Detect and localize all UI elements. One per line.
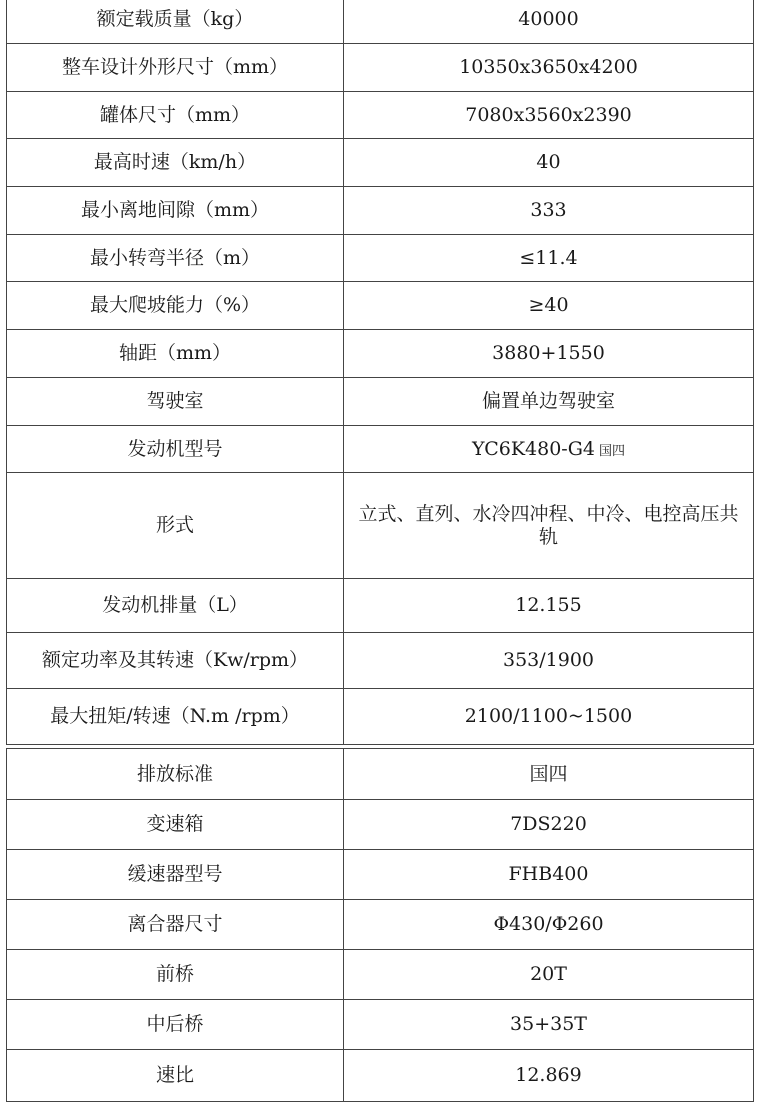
spec-label: 最小离地间隙（mm） — [7, 187, 344, 235]
table-row — [7, 92, 754, 139]
spec-label: 驾驶室 — [7, 378, 344, 426]
spec-value-text: YC6K480-G4 — [472, 437, 595, 460]
spec-value — [344, 1000, 754, 1050]
spec-table-drivetrain — [6, 748, 754, 1102]
spec-value-text: 35+35T — [510, 1013, 587, 1036]
table-row — [7, 1050, 754, 1102]
spec-value — [344, 850, 754, 900]
table-row — [7, 633, 754, 689]
spec-label: 速比 — [7, 1050, 344, 1102]
spec-value — [344, 633, 754, 689]
spec-value-text: 10350x3650x4200 — [459, 56, 638, 79]
spec-value-text: ≥40 — [528, 294, 569, 317]
spec-label: 变速箱 — [7, 800, 344, 850]
spec-label: 额定功率及其转速（Kw/rpm） — [7, 633, 344, 689]
spec-label: 缓速器型号 — [7, 850, 344, 900]
spec-value — [344, 749, 754, 800]
spec-table-engine — [6, 0, 754, 745]
spec-label: 前桥 — [7, 950, 344, 1000]
spec-label: 离合器尺寸 — [7, 900, 344, 950]
spec-value — [344, 800, 754, 850]
table-row — [7, 850, 754, 900]
spec-value-text: 353/1900 — [502, 649, 595, 672]
spec-label: 排放标准 — [7, 749, 344, 800]
table-row — [7, 330, 754, 378]
spec-label: 罐体尺寸（mm） — [7, 92, 344, 139]
spec-value-text: 偏置单边驾驶室 — [481, 390, 615, 413]
table-row — [7, 800, 754, 850]
spec-value-text: 20T — [530, 963, 567, 986]
table-row — [7, 0, 754, 44]
spec-value-text: FHB400 — [508, 863, 589, 886]
spec-value — [344, 0, 754, 44]
spec-value-suffix: 国四 — [598, 443, 625, 459]
spec-label: 中后桥 — [7, 1000, 344, 1050]
spec-value-text: 40 — [536, 151, 561, 174]
table-row — [7, 282, 754, 330]
spec-label: 整车设计外形尺寸（mm） — [7, 44, 344, 92]
table-row — [7, 473, 754, 579]
spec-value-text: 立式、直列、水冷四冲程、中冷、电控高压共轨 — [358, 502, 739, 548]
spec-value — [344, 282, 754, 330]
table-row — [7, 950, 754, 1000]
spec-label: 轴距（mm） — [7, 330, 344, 378]
spec-value — [344, 689, 754, 745]
spec-label: 发动机排量（L） — [7, 579, 344, 633]
table-row — [7, 579, 754, 633]
spec-value-text: 12.869 — [515, 1064, 582, 1087]
spec-value — [344, 92, 754, 139]
spec-value-text: 7080x3560x2390 — [465, 103, 632, 126]
spec-value-text: 7DS220 — [510, 813, 587, 836]
spec-value — [344, 235, 754, 282]
spec-value — [344, 950, 754, 1000]
spec-label: 最小转弯半径（m） — [7, 235, 344, 282]
spec-value-text: Φ430/Φ260 — [493, 913, 604, 936]
table-row — [7, 426, 754, 473]
spec-value — [344, 44, 754, 92]
spec-value — [344, 139, 754, 187]
spec-value — [344, 330, 754, 378]
spec-table-body — [7, 749, 754, 1102]
spec-label: 最高时速（km/h） — [7, 139, 344, 187]
table-row — [7, 749, 754, 800]
table-row — [7, 235, 754, 282]
spec-label: 额定载质量（kg） — [7, 0, 344, 44]
spec-value — [344, 378, 754, 426]
spec-label: 最大扭矩/转速（N.m /rpm） — [7, 689, 344, 745]
table-row — [7, 44, 754, 92]
table-row — [7, 187, 754, 235]
spec-value-text: 2100/1100~1500 — [464, 705, 633, 728]
table-row — [7, 1000, 754, 1050]
table-row — [7, 378, 754, 426]
spec-value-text: ≤11.4 — [519, 246, 578, 269]
spec-value-text: 333 — [530, 199, 567, 222]
table-row — [7, 900, 754, 950]
spec-value — [344, 473, 754, 579]
spec-value — [344, 426, 754, 473]
spec-value-text: 3880+1550 — [492, 342, 605, 365]
table-row — [7, 689, 754, 745]
spec-value — [344, 579, 754, 633]
spec-value-text: 40000 — [518, 7, 579, 30]
table-row — [7, 139, 754, 187]
spec-value-text: 12.155 — [515, 594, 582, 617]
spec-value — [344, 900, 754, 950]
spec-label: 形式 — [7, 473, 344, 579]
spec-table-body — [7, 0, 754, 745]
spec-value — [344, 187, 754, 235]
spec-value-text: 国四 — [529, 762, 568, 785]
spec-label: 最大爬坡能力（%） — [7, 282, 344, 330]
spec-label: 发动机型号 — [7, 426, 344, 473]
spec-value — [344, 1050, 754, 1102]
